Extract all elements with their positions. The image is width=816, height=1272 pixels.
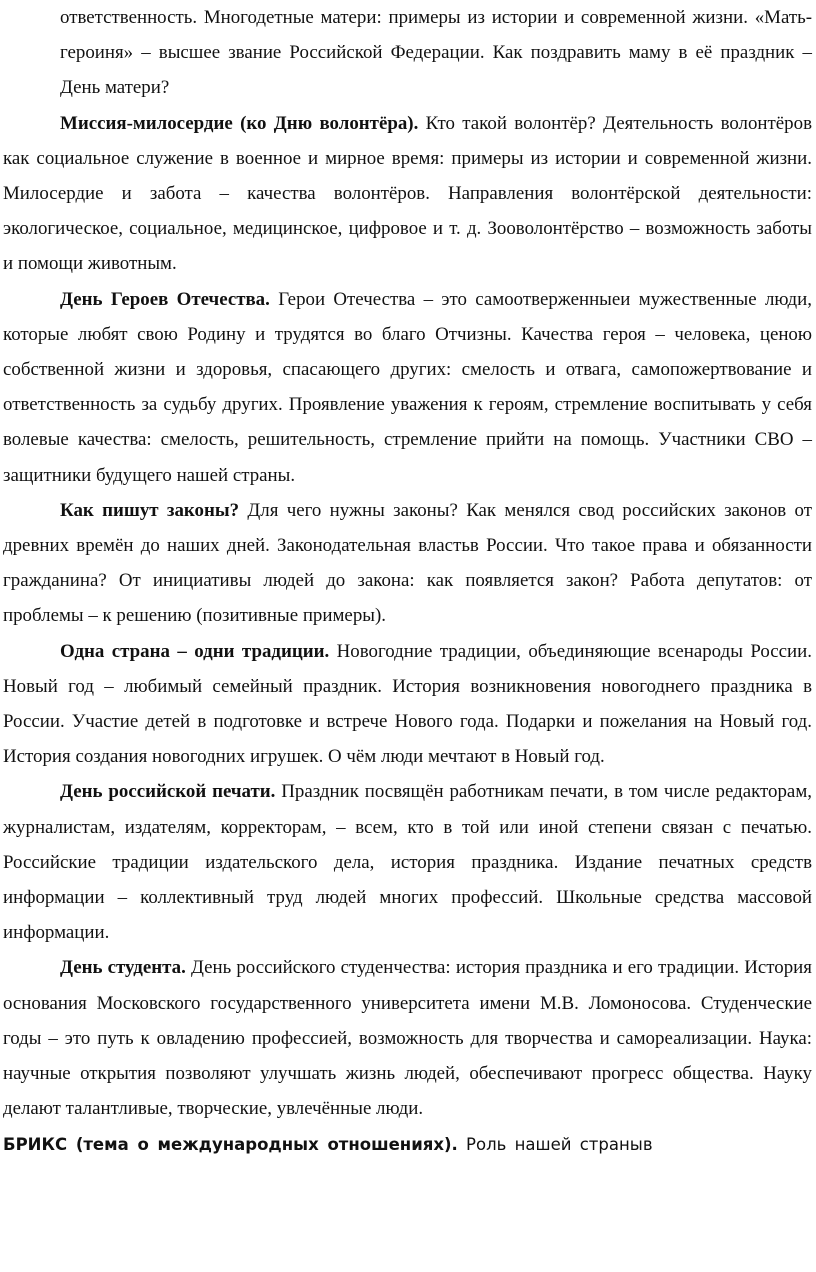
paragraph-traditions — [3, 634, 812, 775]
paragraph-heading: БРИКС (тема о международных отношениях). — [3, 1134, 458, 1154]
paragraph-laws — [3, 493, 812, 634]
paragraph-mothers-continued — [3, 0, 812, 106]
paragraph-text: Роль нашей страныв — [457, 1134, 653, 1154]
paragraph-text: День российского студенчества: история праздника и его традиции. История основания Московского государственного университета имени М.В. Ломоносова. Студенческие годы – это путь к овладению профессией, возможность для творчества и самореализации. Наука: научные открытия позволяют улучшать жизнь людей, обеспечивают прогресс общества. Науку делают талантливые, творческие, увлечённые люди. — [3, 957, 812, 1120]
paragraph-text: Кто такой волонтёр? Деятельность волонтёров как социальное служение в военное и мирное время: примеры из истории и современной жизни. Милосердие и забота – качества волонтёров. Направления волонтёрской деятельности: экологическое, социальное, медицинское, цифровое и т. д. Зооволонтёрство – возможность заботы и помощи животным. — [3, 112, 812, 275]
paragraph-heading: День российской печати. — [60, 781, 276, 803]
paragraph-heroes-day — [3, 282, 812, 493]
paragraph-text: Герои Отечества – это самоотверженныеи мужественные люди, которые любят свою Родину и трудятся во благо Отчизны. Качества героя – человека, ценою собственной жизни и здоровья, спасающего других: смелость и отвага, самопожертвование и ответственность за судьбу других. Проявление уважения к героям, стремление воспитывать у себя волевые качества: смелость, решительность, стремление прийти на помощь. Участники СВО – защитники будущего нашей страны. — [3, 288, 812, 486]
paragraph-text: Для чего нужны законы? Как менялся свод российских законов от древних времён до наших дней. Законодательная властьв России. Что такое права и обязанности гражданина? От инициативы людей до закона: как появляется закон? Работа депутатов: от проблемы – к решению (позитивные примеры). — [3, 499, 812, 627]
paragraph-heading: День студента. — [60, 957, 186, 979]
paragraph-student-day — [3, 950, 812, 1126]
paragraph-heading: Миссия-милосердие (ко Дню волонтёра). — [60, 112, 419, 134]
paragraph-heading: День Героев Отечества. — [60, 288, 270, 310]
paragraph-brics — [3, 1130, 812, 1160]
paragraph-text: Праздник посвящён работникам печати, в том числе редакторам, журналистам, издателям, корректорам, – всем, кто в той или иной степени связан с печатью. Российские традиции издательского дела, история праздника. Издание печатных средств информации – коллективный труд людей многих профессий. Школьные средства массовой информации. — [3, 781, 812, 944]
paragraph-press-day — [3, 774, 812, 950]
paragraph-heading: Как пишут законы? — [60, 499, 240, 521]
paragraph-text: Новогодние традиции, объединяющие всенароды России. Новый год – любимый семейный праздник. История возникновения новогоднего праздника в России. Участие детей в подготовке и встрече Нового года. Подарки и пожелания на Новый год. История создания новогодних игрушек. О чём люди мечтают в Новый год. — [3, 640, 812, 768]
paragraph-volunteer-day — [3, 106, 812, 282]
paragraph-heading: Одна страна – одни традиции. — [60, 640, 330, 662]
paragraph-text: ответственность. Многодетные матери: примеры из истории и современной жизни. «Мать-героиня» – высшее звание Российской Федерации. Как поздравить маму в её праздник – День матери? — [60, 7, 812, 99]
